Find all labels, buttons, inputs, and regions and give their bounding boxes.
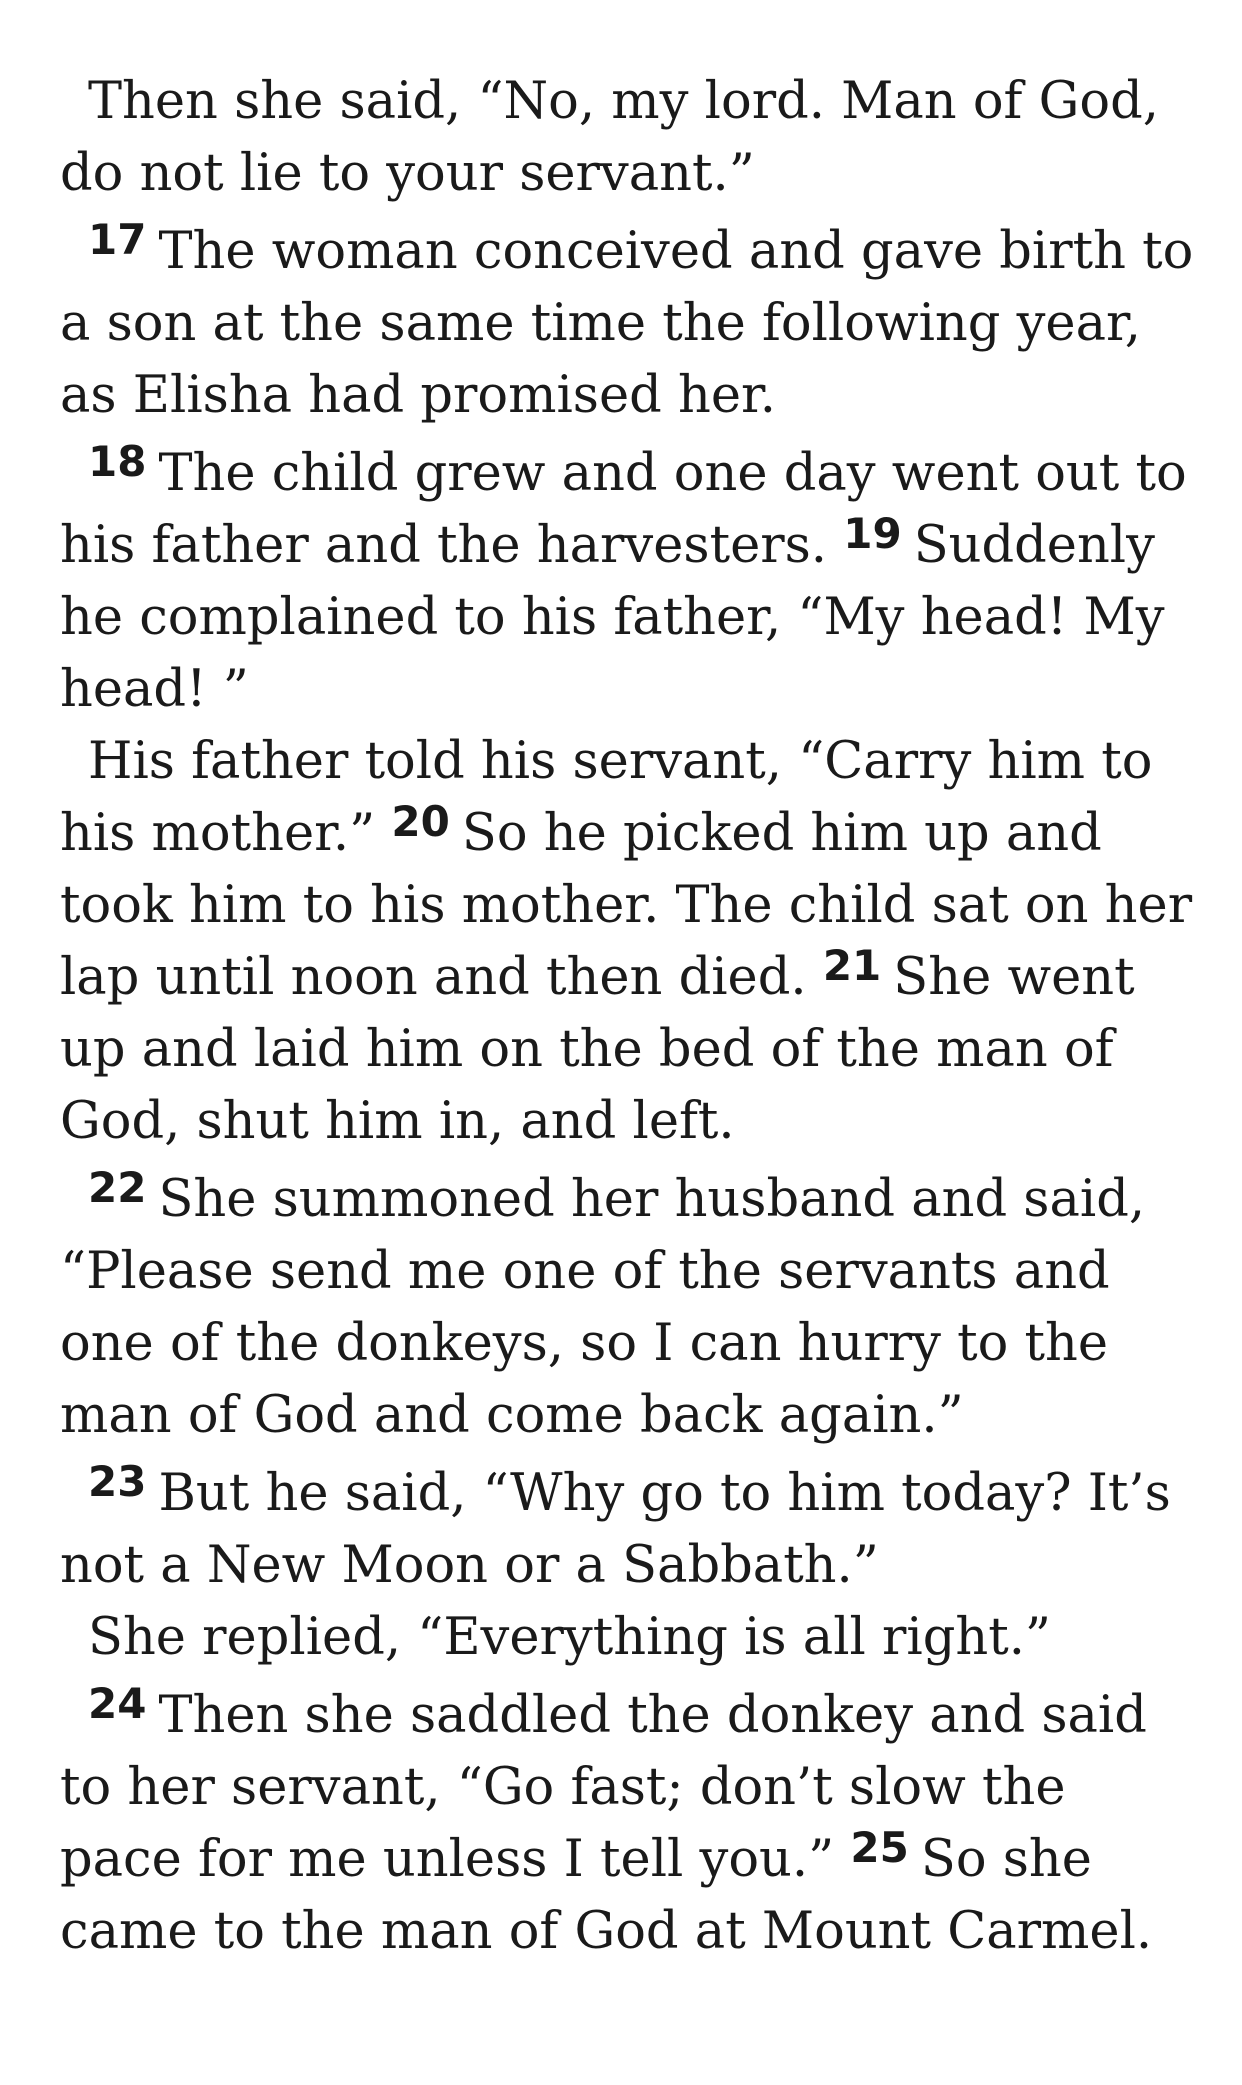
paragraph (60, 726, 1200, 1158)
verse-text: She went up and laid him on the bed of the man of God, shut him in, and left. (60, 948, 1135, 1151)
verse-number[interactable]: 20 (391, 797, 450, 846)
verse-number[interactable]: 23 (88, 1457, 147, 1506)
paragraph (60, 438, 1200, 726)
verse-text: She summoned her husband and said, “Please send me one of the servants and one of the donkeys, so I can hurry to the man of God and come back again.” (60, 1170, 1146, 1445)
verse-text: The child grew and one day went out to his father and the harvesters. (60, 444, 1187, 575)
verse-number[interactable]: 21 (822, 941, 882, 990)
verse-number[interactable]: 17 (88, 215, 147, 264)
verse-number[interactable]: 18 (88, 437, 147, 486)
verse-text: The woman conceived and gave birth to a son at the same time the following year, as Elisha had promised her. (60, 222, 1194, 425)
verse-number[interactable]: 19 (843, 509, 902, 558)
verse-number[interactable]: 22 (88, 1163, 147, 1212)
verse-text: His father told his servant, “Carry him to his mother.” (60, 732, 1153, 863)
verse-text: Suddenly he complained to his father, “My head! My head! ” (60, 516, 1165, 719)
verse-number[interactable]: 25 (850, 1823, 909, 1872)
verse-text: Then she saddled the donkey and said to her servant, “Go fast; don’t slow the pace for me unless I tell you.” (60, 1686, 1147, 1889)
verse-number[interactable]: 24 (88, 1679, 147, 1728)
paragraph (60, 1602, 1200, 1674)
verse-text: Then she said, “No, my lord. Man of God, do not lie to your servant.” (60, 72, 1159, 203)
paragraph (60, 216, 1200, 432)
verse-text: She replied, “Everything is all right.” (88, 1608, 1051, 1667)
verse-text: So he picked him up and took him to his mother. The child sat on her lap until noon and then died. (60, 804, 1193, 1007)
verse-text: So she came to the man of God at Mount Carmel. (60, 1830, 1153, 1961)
reading-pane (60, 66, 1200, 1968)
paragraph (60, 66, 1200, 210)
paragraph (60, 1164, 1200, 1452)
paragraph (60, 1458, 1200, 1602)
paragraph (60, 1680, 1200, 1968)
verse-text: But he said, “Why go to him today? It’s not a New Moon or a Sabbath.” (60, 1464, 1171, 1595)
